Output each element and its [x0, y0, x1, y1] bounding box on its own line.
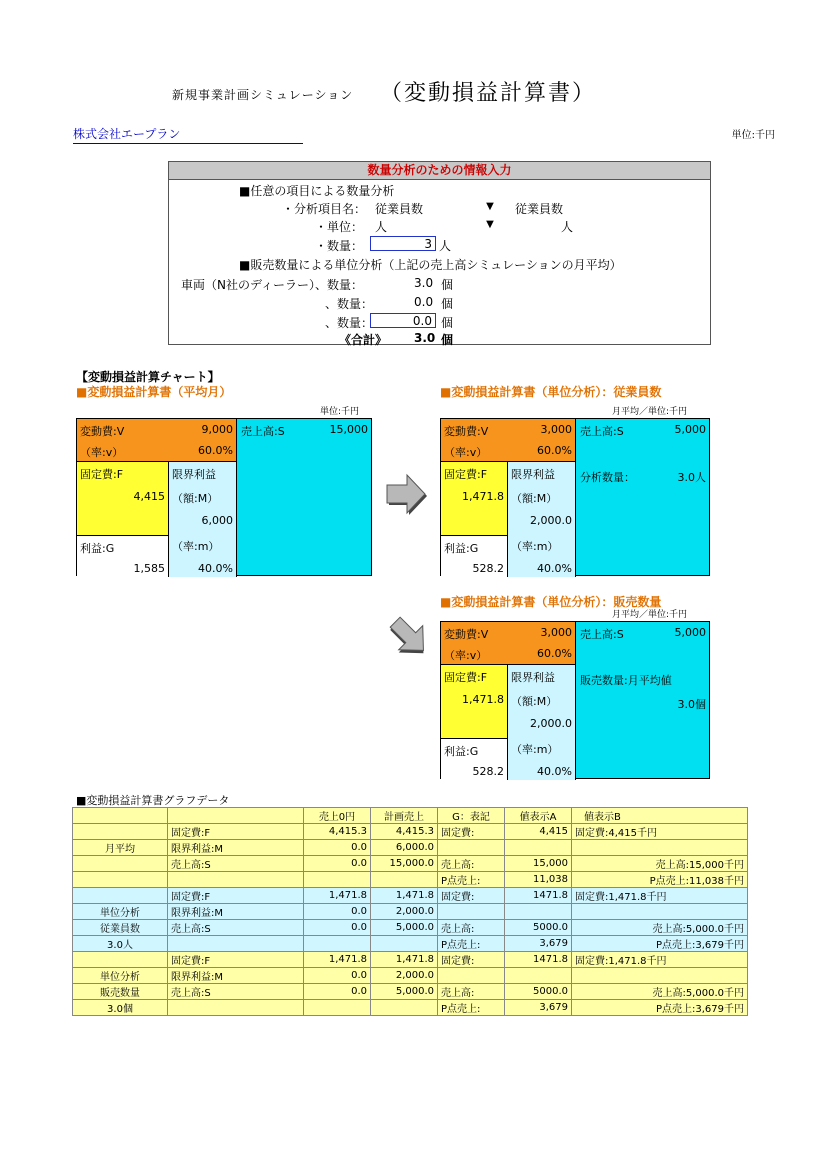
table-cell	[438, 904, 505, 920]
qty-unit: 人	[439, 239, 452, 253]
chart-sales-v-rate-value: 60.0%	[537, 647, 572, 660]
table-row	[73, 936, 748, 952]
chart-sales-g-value: 528.2	[472, 765, 504, 778]
chart-emp-m-label: 限界利益	[511, 468, 555, 481]
total-label: 《合計》	[339, 333, 388, 347]
graph-data-title: ■変動損益計算書グラフデータ	[76, 794, 230, 807]
chart-avg-unit: 単位:千円	[320, 407, 360, 417]
table-cell: P点売上:3,679千円	[572, 1000, 748, 1016]
table-cell: P点売上:11,038千円	[572, 872, 748, 888]
header-blank	[73, 808, 168, 824]
table-cell: 6,000.0	[371, 840, 438, 856]
chart-avg-m-rate-value: 40.0%	[198, 562, 233, 575]
header-cell: 値表示A	[505, 808, 572, 824]
chart-avg-m-label: 限界利益	[172, 468, 216, 481]
table-cell	[304, 936, 371, 952]
table-cell: P点売上:	[438, 872, 505, 888]
table-cell: 売上高:5,000.0千円	[572, 920, 748, 936]
chart-section-title: 【変動損益計算チャート】	[76, 370, 220, 384]
chart-sales-m-value: 2,000.0	[530, 717, 572, 730]
table-cell	[371, 936, 438, 952]
chart-avg-sales	[237, 419, 371, 575]
header-cell: G：表記	[438, 808, 505, 824]
table-cell: 売上高:	[438, 984, 505, 1000]
table-cell: 0.0	[304, 904, 371, 920]
chart-avg-v-rate-value: 60.0%	[198, 444, 233, 457]
table-cell: P点売上:	[438, 1000, 505, 1016]
chart-emp-qty-label: 分析数量：	[580, 471, 635, 484]
table-row	[73, 904, 748, 920]
page-title: （変動損益計算書）	[380, 81, 597, 106]
table-row	[73, 952, 748, 968]
group-label-cell: 単位分析	[73, 904, 168, 920]
table-cell: 15,000.0	[371, 856, 438, 872]
chart-avg	[76, 418, 372, 576]
header-cell: 値表示B	[572, 808, 748, 824]
chart-avg-v-label: 変動費:V	[80, 425, 125, 438]
table-cell	[505, 840, 572, 856]
table-cell: 0.0	[304, 840, 371, 856]
chart-avg-m-value: 6,000	[201, 514, 233, 527]
table-row	[73, 872, 748, 888]
total-value: 3.0	[414, 331, 436, 345]
chart-emp-marginal-profit	[508, 461, 576, 577]
table-cell: 限界利益:M	[168, 840, 304, 856]
table-cell	[304, 872, 371, 888]
table-cell: 固定費:F	[168, 888, 304, 904]
table-cell	[572, 904, 748, 920]
chart-emp-f-value: 1,471.8	[462, 490, 504, 503]
company-name: 株式会社エープラン	[73, 125, 303, 144]
table-cell	[572, 968, 748, 984]
table-cell: 5000.0	[505, 920, 572, 936]
table-cell: 限界利益:M	[168, 968, 304, 984]
group-label-cell: 3.0個	[73, 1000, 168, 1016]
section-arbitrary-item: ■任意の項目による数量分析	[239, 184, 395, 198]
table-header-row	[73, 808, 748, 824]
chart-sales-s-label: 売上高:S	[580, 628, 624, 641]
chart-avg-title: ■変動損益計算書（平均月）	[76, 385, 232, 399]
item-name-display: 従業員数	[515, 202, 564, 216]
chart-sales-v-label: 変動費:V	[444, 628, 489, 641]
table-cell: 4,415.3	[371, 824, 438, 840]
input-panel	[168, 161, 711, 345]
chart-sales-s-value: 5,000	[674, 626, 706, 639]
group-label-cell	[73, 952, 168, 968]
table-cell: 0.0	[304, 856, 371, 872]
chart-avg-m-rate-label: （率:m）	[172, 540, 220, 553]
table-cell	[371, 872, 438, 888]
table-cell: 売上高:	[438, 920, 505, 936]
input-panel-title: 数量分析のための情報入力	[169, 162, 710, 180]
table-row	[73, 840, 748, 856]
chart-sales-v-value: 3,000	[540, 626, 572, 639]
table-cell: 2,000.0	[371, 904, 438, 920]
table-cell: 固定費:	[438, 824, 505, 840]
table-row	[73, 1000, 748, 1016]
row1-value: 3.0	[414, 276, 434, 290]
table-cell: 0.0	[304, 984, 371, 1000]
chart-sales-m-rate-value: 40.0%	[537, 765, 572, 778]
chart-sales-qty-value: 3.0個	[677, 698, 706, 711]
chart-emp-m-rate-label: （率:m）	[511, 540, 559, 553]
table-cell: 1,471.8	[304, 888, 371, 904]
header-blank	[168, 808, 304, 824]
chart-avg-v-rate-label: （率:v）	[80, 446, 124, 459]
item-name-dropdown-icon[interactable]: ▼	[486, 201, 494, 212]
unit-label: 単位:千円	[731, 130, 775, 141]
chart-emp-v-rate-value: 60.0%	[537, 444, 572, 457]
table-cell: 15,000	[505, 856, 572, 872]
unit-field[interactable]: 人	[375, 220, 388, 234]
table-cell: 1,471.8	[371, 952, 438, 968]
chart-sales-qty-label: 販売数量:月平均値	[580, 674, 672, 687]
chart-sales-f-value: 1,471.8	[462, 693, 504, 706]
chart-emp-variable-cost	[441, 419, 576, 461]
chart-avg-fixed-cost	[77, 461, 169, 535]
group-label-cell: 月平均	[73, 840, 168, 856]
arrow-down-right-icon	[385, 612, 435, 662]
group-label-cell: 従業員数	[73, 920, 168, 936]
table-cell	[572, 840, 748, 856]
table-cell: 固定費:	[438, 888, 505, 904]
chart-emp-g-label: 利益:G	[444, 542, 479, 555]
table-cell: 5,000.0	[371, 984, 438, 1000]
graph-data-table	[72, 807, 748, 1016]
chart-sales	[440, 621, 710, 779]
chart-sales-m-amt-label: （額:M）	[511, 695, 558, 708]
table-cell: 4,415.3	[304, 824, 371, 840]
table-cell	[438, 840, 505, 856]
table-cell: P点売上:3,679千円	[572, 936, 748, 952]
table-cell: 固定費:1,471.8千円	[572, 888, 748, 904]
table-cell: 4,415	[505, 824, 572, 840]
row3-label: 、数量：	[325, 316, 374, 330]
table-row	[73, 824, 748, 840]
table-cell: 1471.8	[505, 888, 572, 904]
table-cell	[304, 1000, 371, 1016]
unit-field-label: ・単位：	[315, 220, 364, 234]
row1-label: 車両（N社のディーラー）、数量：	[181, 278, 364, 292]
chart-avg-f-value: 4,415	[133, 490, 165, 503]
chart-avg-s-value: 15,000	[329, 423, 368, 436]
row2-unit: 個	[441, 297, 454, 311]
chart-emp-g-value: 528.2	[472, 562, 504, 575]
chart-emp-sales	[576, 419, 709, 575]
table-cell: 5000.0	[505, 984, 572, 1000]
group-label-cell: 3.0人	[73, 936, 168, 952]
group-label-cell: 販売数量	[73, 984, 168, 1000]
chart-emp-qty-value: 3.0人	[677, 471, 706, 484]
item-name-label: ・分析項目名：	[282, 202, 367, 216]
table-row	[73, 968, 748, 984]
chart-emp-v-rate-label: （率:v）	[444, 446, 488, 459]
group-label-cell: 単位分析	[73, 968, 168, 984]
chart-emp	[440, 418, 710, 576]
table-cell: 0.0	[304, 920, 371, 936]
table-row	[73, 856, 748, 872]
title-subtitle: 新規事業計画シミュレーション	[172, 88, 354, 102]
chart-sales-v-rate-label: （率:v）	[444, 649, 488, 662]
table-cell: P点売上:	[438, 936, 505, 952]
chart-avg-s-label: 売上高:S	[241, 425, 285, 438]
chart-avg-profit	[77, 535, 169, 577]
header-cell: 売上0円	[304, 808, 371, 824]
chart-sales-m-rate-label: （率:m）	[511, 743, 559, 756]
chart-emp-title: ■変動損益計算書（単位分析）：従業員数	[440, 385, 662, 399]
chart-sales-marginal-profit	[508, 664, 576, 780]
chart-sales-fixed-cost	[441, 664, 508, 738]
chart-avg-f-label: 固定費:F	[80, 468, 124, 481]
chart-emp-v-label: 変動費:V	[444, 425, 489, 438]
chart-sales-title: ■変動損益計算書（単位分析）：販売数量	[440, 595, 662, 609]
table-row	[73, 984, 748, 1000]
chart-emp-unit: 月平均／単位:千円	[612, 407, 688, 417]
chart-emp-v-value: 3,000	[540, 423, 572, 436]
chart-emp-profit	[441, 535, 508, 577]
table-cell: 固定費:4,415千円	[572, 824, 748, 840]
table-cell: 3,679	[505, 936, 572, 952]
row2-value: 0.0	[414, 295, 434, 309]
chart-emp-fixed-cost	[441, 461, 508, 535]
table-cell: 2,000.0	[371, 968, 438, 984]
group-label-cell	[73, 856, 168, 872]
table-cell	[168, 936, 304, 952]
group-label-cell	[73, 824, 168, 840]
table-cell: 固定費:F	[168, 824, 304, 840]
table-cell: 1471.8	[505, 952, 572, 968]
arrow-right-icon	[383, 472, 429, 516]
row1-unit: 個	[441, 278, 454, 292]
chart-emp-m-rate-value: 40.0%	[537, 562, 572, 575]
table-cell	[371, 1000, 438, 1016]
chart-emp-f-label: 固定費:F	[444, 468, 488, 481]
table-row	[73, 920, 748, 936]
row3-input[interactable]: 0.0	[370, 313, 436, 328]
table-cell: 1,471.8	[371, 888, 438, 904]
table-cell: 5,000.0	[371, 920, 438, 936]
chart-sales-variable-cost	[441, 622, 576, 664]
qty-input[interactable]: 3	[370, 236, 436, 251]
total-unit: 個	[441, 333, 454, 347]
chart-avg-m-amt-label: （額:M）	[172, 492, 219, 505]
group-label-cell	[73, 872, 168, 888]
table-cell: 売上高:S	[168, 984, 304, 1000]
row2-label: 、数量：	[325, 297, 374, 311]
table-cell	[505, 904, 572, 920]
table-cell	[168, 872, 304, 888]
group-label-cell	[73, 888, 168, 904]
chart-emp-s-label: 売上高:S	[580, 425, 624, 438]
table-cell: 固定費:1,471.8千円	[572, 952, 748, 968]
table-cell: 3,679	[505, 1000, 572, 1016]
table-cell: 売上高:15,000千円	[572, 856, 748, 872]
chart-sales-f-label: 固定費:F	[444, 671, 488, 684]
table-cell: 売上高:5,000.0千円	[572, 984, 748, 1000]
table-cell	[438, 968, 505, 984]
item-name-field[interactable]: 従業員数	[375, 202, 424, 216]
table-cell: 1,471.8	[304, 952, 371, 968]
table-cell: 固定費:	[438, 952, 505, 968]
chart-emp-m-value: 2,000.0	[530, 514, 572, 527]
table-cell: 売上高:S	[168, 856, 304, 872]
chart-avg-variable-cost	[77, 419, 237, 461]
chart-avg-marginal-profit	[169, 461, 237, 577]
chart-sales-sales	[576, 622, 709, 778]
table-cell: 0.0	[304, 968, 371, 984]
chart-avg-g-value: 1,585	[133, 562, 165, 575]
table-cell: 売上高:S	[168, 920, 304, 936]
qty-label: ・数量：	[315, 239, 364, 253]
table-cell	[505, 968, 572, 984]
table-cell: 固定費:F	[168, 952, 304, 968]
row3-unit: 個	[441, 316, 454, 330]
table-cell: 11,038	[505, 872, 572, 888]
unit-display: 人	[561, 220, 574, 234]
chart-sales-m-label: 限界利益	[511, 671, 555, 684]
table-cell: 売上高:	[438, 856, 505, 872]
chart-sales-unit: 月平均／単位:千円	[612, 610, 688, 620]
chart-sales-g-label: 利益:G	[444, 745, 479, 758]
table-cell: 限界利益:M	[168, 904, 304, 920]
header-cell: 計画売上	[371, 808, 438, 824]
chart-avg-v-value: 9,000	[201, 423, 233, 436]
chart-avg-g-label: 利益:G	[80, 542, 115, 555]
table-row	[73, 888, 748, 904]
chart-emp-s-value: 5,000	[674, 423, 706, 436]
chart-emp-m-amt-label: （額:M）	[511, 492, 558, 505]
table-cell	[168, 1000, 304, 1016]
unit-dropdown-icon[interactable]: ▼	[486, 219, 494, 230]
chart-sales-profit	[441, 738, 508, 780]
section-sales-qty: ■販売数量による単位分析（上記の売上高シミュレーションの月平均）	[239, 258, 622, 272]
